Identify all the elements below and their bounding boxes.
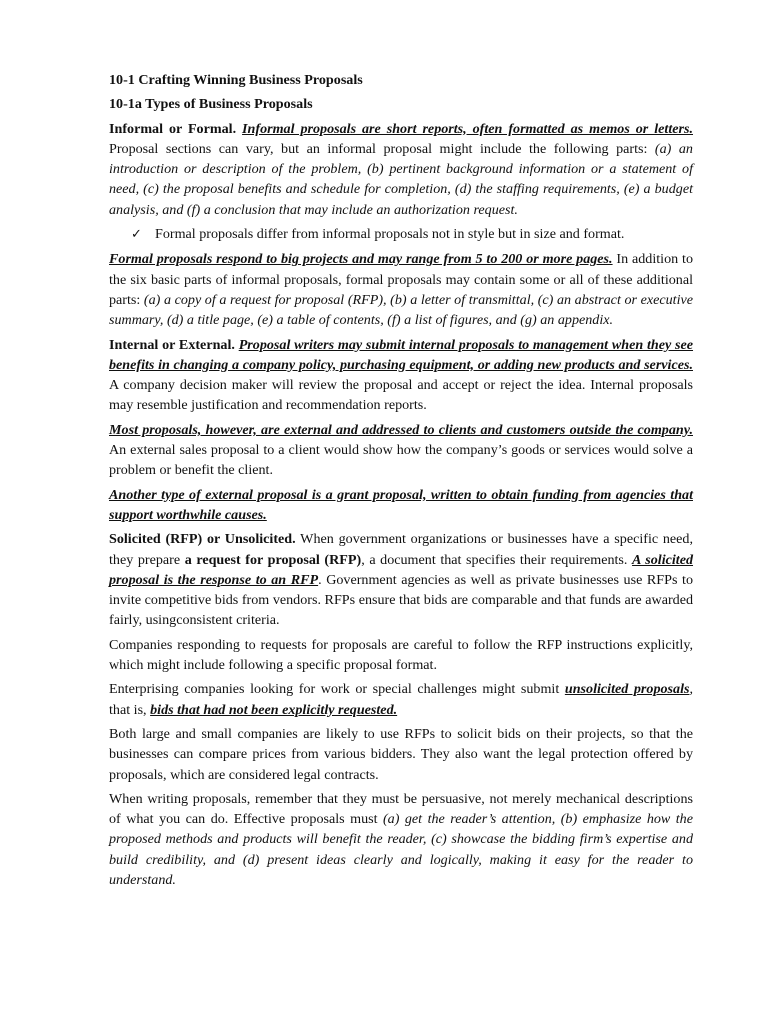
paragraph-internal-external [109, 335, 693, 416]
term-label: Internal or External. [109, 336, 235, 353]
body-text: An external sales proposal to a client would show how the company’s goods or services would solve a problem or benefit the client. [109, 442, 693, 479]
paragraph-external-proposals [109, 420, 693, 481]
body-text: In addition to the six basic parts of informal proposals, formal proposals may contain some or all of these additional parts: [109, 251, 693, 308]
check-icon: ✓ [131, 227, 142, 243]
body-text: Proposal sections can vary, but an informal proposal might include the following parts: [109, 140, 655, 157]
paragraph-rfp-instructions [109, 635, 693, 676]
paragraph-grant-proposal [109, 485, 693, 526]
rfp-term: a request for proposal (RFP) [184, 551, 362, 568]
key-statement: Another type of external proposal is a grant proposal, written to obtain funding from agencies that support worthwhile causes. [109, 486, 693, 523]
subsection-title: 10-1a Types of Business Proposals [109, 96, 313, 113]
criteria-list: (a) get the reader’s attention, (b) emphasize how the proposed methods and products will benefit the reader, (c) showcase the bidding firm’s expertise and build credibility, and (d) present ideas clearly and logically, making it easy for the reader to understand. [109, 811, 693, 888]
parts-list: (a) an introduction or description of the problem, (b) pertinent background information or a statement of need, (c) the proposal benefits and schedule for completion, (d) the staffing requirements, (e) a budget analysis, and (f) a conclusion that may include an authorization request. [109, 140, 693, 218]
key-statement: A solicited proposal is the response to an RFP [109, 551, 694, 588]
body-text: Companies responding to requests for proposals are careful to follow the RFP instructions explicitly, which might include following a specific proposal format. [109, 636, 693, 674]
body-text: When writing proposals, remember that they must be persuasive, not merely mechanical descriptions of what you can do. Effective proposals must [109, 790, 693, 828]
term-label: Solicited (RFP) or Unsolicited. [109, 531, 296, 548]
paragraph-unsolicited [109, 679, 693, 720]
key-statement: Proposal writers may submit internal proposals to management when they see benefits in changing a company policy, purchasing equipment, or adding new products and services. [109, 336, 694, 373]
body-text: . Government agencies as well as private businesses use RFPs to invite competitive bids from vendors. RFPs ensure that bids are comparable and that funds are awarded fairly, usingconsistent criteria. [109, 571, 693, 629]
key-statement: Most proposals, however, are external and addressed to clients and customers outside the company. [109, 421, 693, 438]
paragraph-solicited-unsolicited [109, 529, 693, 630]
paragraph-formal-proposals [109, 249, 693, 330]
term-label: Informal or Formal. [109, 120, 237, 137]
body-text: A company decision maker will review the proposal and accept or reject the idea. Internal proposals may resemble justification and recommendation reports. [109, 377, 693, 414]
parts-list: (a) a copy of a request for proposal (RFP), (b) a letter of transmittal, (c) an abstract or executive summary, (d) a title page, (e) a table of contents, (f) a list of figures, and (g) an appendix. [109, 291, 693, 329]
key-statement: unsolicited proposals [564, 681, 690, 698]
section-title: 10-1 Crafting Winning Business Proposals [109, 72, 363, 88]
body-text: , that is, [109, 681, 694, 718]
bullet-text: Formal proposals differ from informal proposals not in style but in size and format. [155, 226, 625, 243]
paragraph-persuasive [109, 789, 693, 890]
key-statement: bids that had not been explicitly requested. [150, 701, 398, 718]
body-text: When government organizations or businesses have a specific need, they prepare [109, 531, 694, 568]
key-statement: Formal proposals respond to big projects and may range from 5 to 200 or more pages. [109, 251, 613, 268]
key-statement: Informal proposals are short reports, often formatted as memos or letters. [242, 120, 693, 137]
paragraph-informal-formal [109, 119, 693, 220]
bullet-item [109, 224, 693, 245]
paragraph-rfp-usage [109, 724, 693, 785]
body-text: Enterprising companies looking for work or special challenges might submit [109, 681, 565, 698]
body-text: Both large and small companies are likely to use RFPs to solicit bids on their projects, so that the businesses can compare prices from various bidders. They also want the legal protection offered by proposals, which are considered legal contracts. [109, 725, 693, 783]
document-page [109, 70, 693, 894]
body-text: , a document that specifies their requirements. [361, 551, 633, 568]
